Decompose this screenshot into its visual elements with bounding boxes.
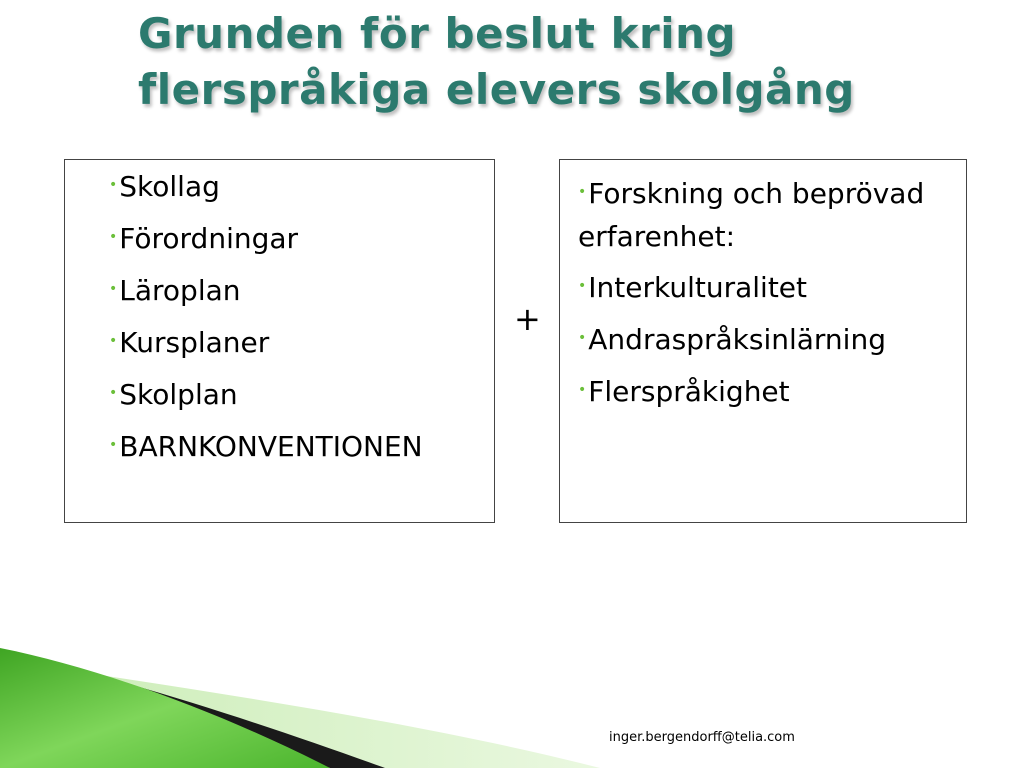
plus-sign: + [514,300,541,338]
bullet-icon: • [109,385,118,401]
list-item-label: Läroplan [119,274,241,307]
bullet-icon: • [109,281,118,297]
list-item-label: BARNKONVENTIONEN [119,430,423,463]
list-item-label: Flerspråkighet [588,375,790,408]
list-item-label: Forskning och beprövad erfarenhet: [578,177,925,253]
list-item-label: Skolplan [119,378,238,411]
bullet-icon: • [109,177,118,193]
bullet-icon: • [109,333,118,349]
list-item-label: Andraspråksinlärning [588,323,886,356]
list-item-label: Skollag [119,170,220,203]
footer-email: inger.bergendorff@telia.com [609,730,795,745]
list-item-label: Kursplaner [119,326,270,359]
slide-title-line-2: flerspråkiga elevers skolgång [138,65,855,114]
list-item-label: Interkulturalitet [588,271,808,304]
bullet-icon: • [578,382,587,398]
bullet-icon: • [578,330,587,346]
bullet-icon: • [109,437,118,453]
list-item-label: Förordningar [119,222,299,255]
bullet-icon: • [578,278,587,294]
bullet-icon: • [109,229,118,245]
slide-title-line-1: Grunden för beslut kring [138,9,737,58]
bullet-icon: • [578,184,587,200]
